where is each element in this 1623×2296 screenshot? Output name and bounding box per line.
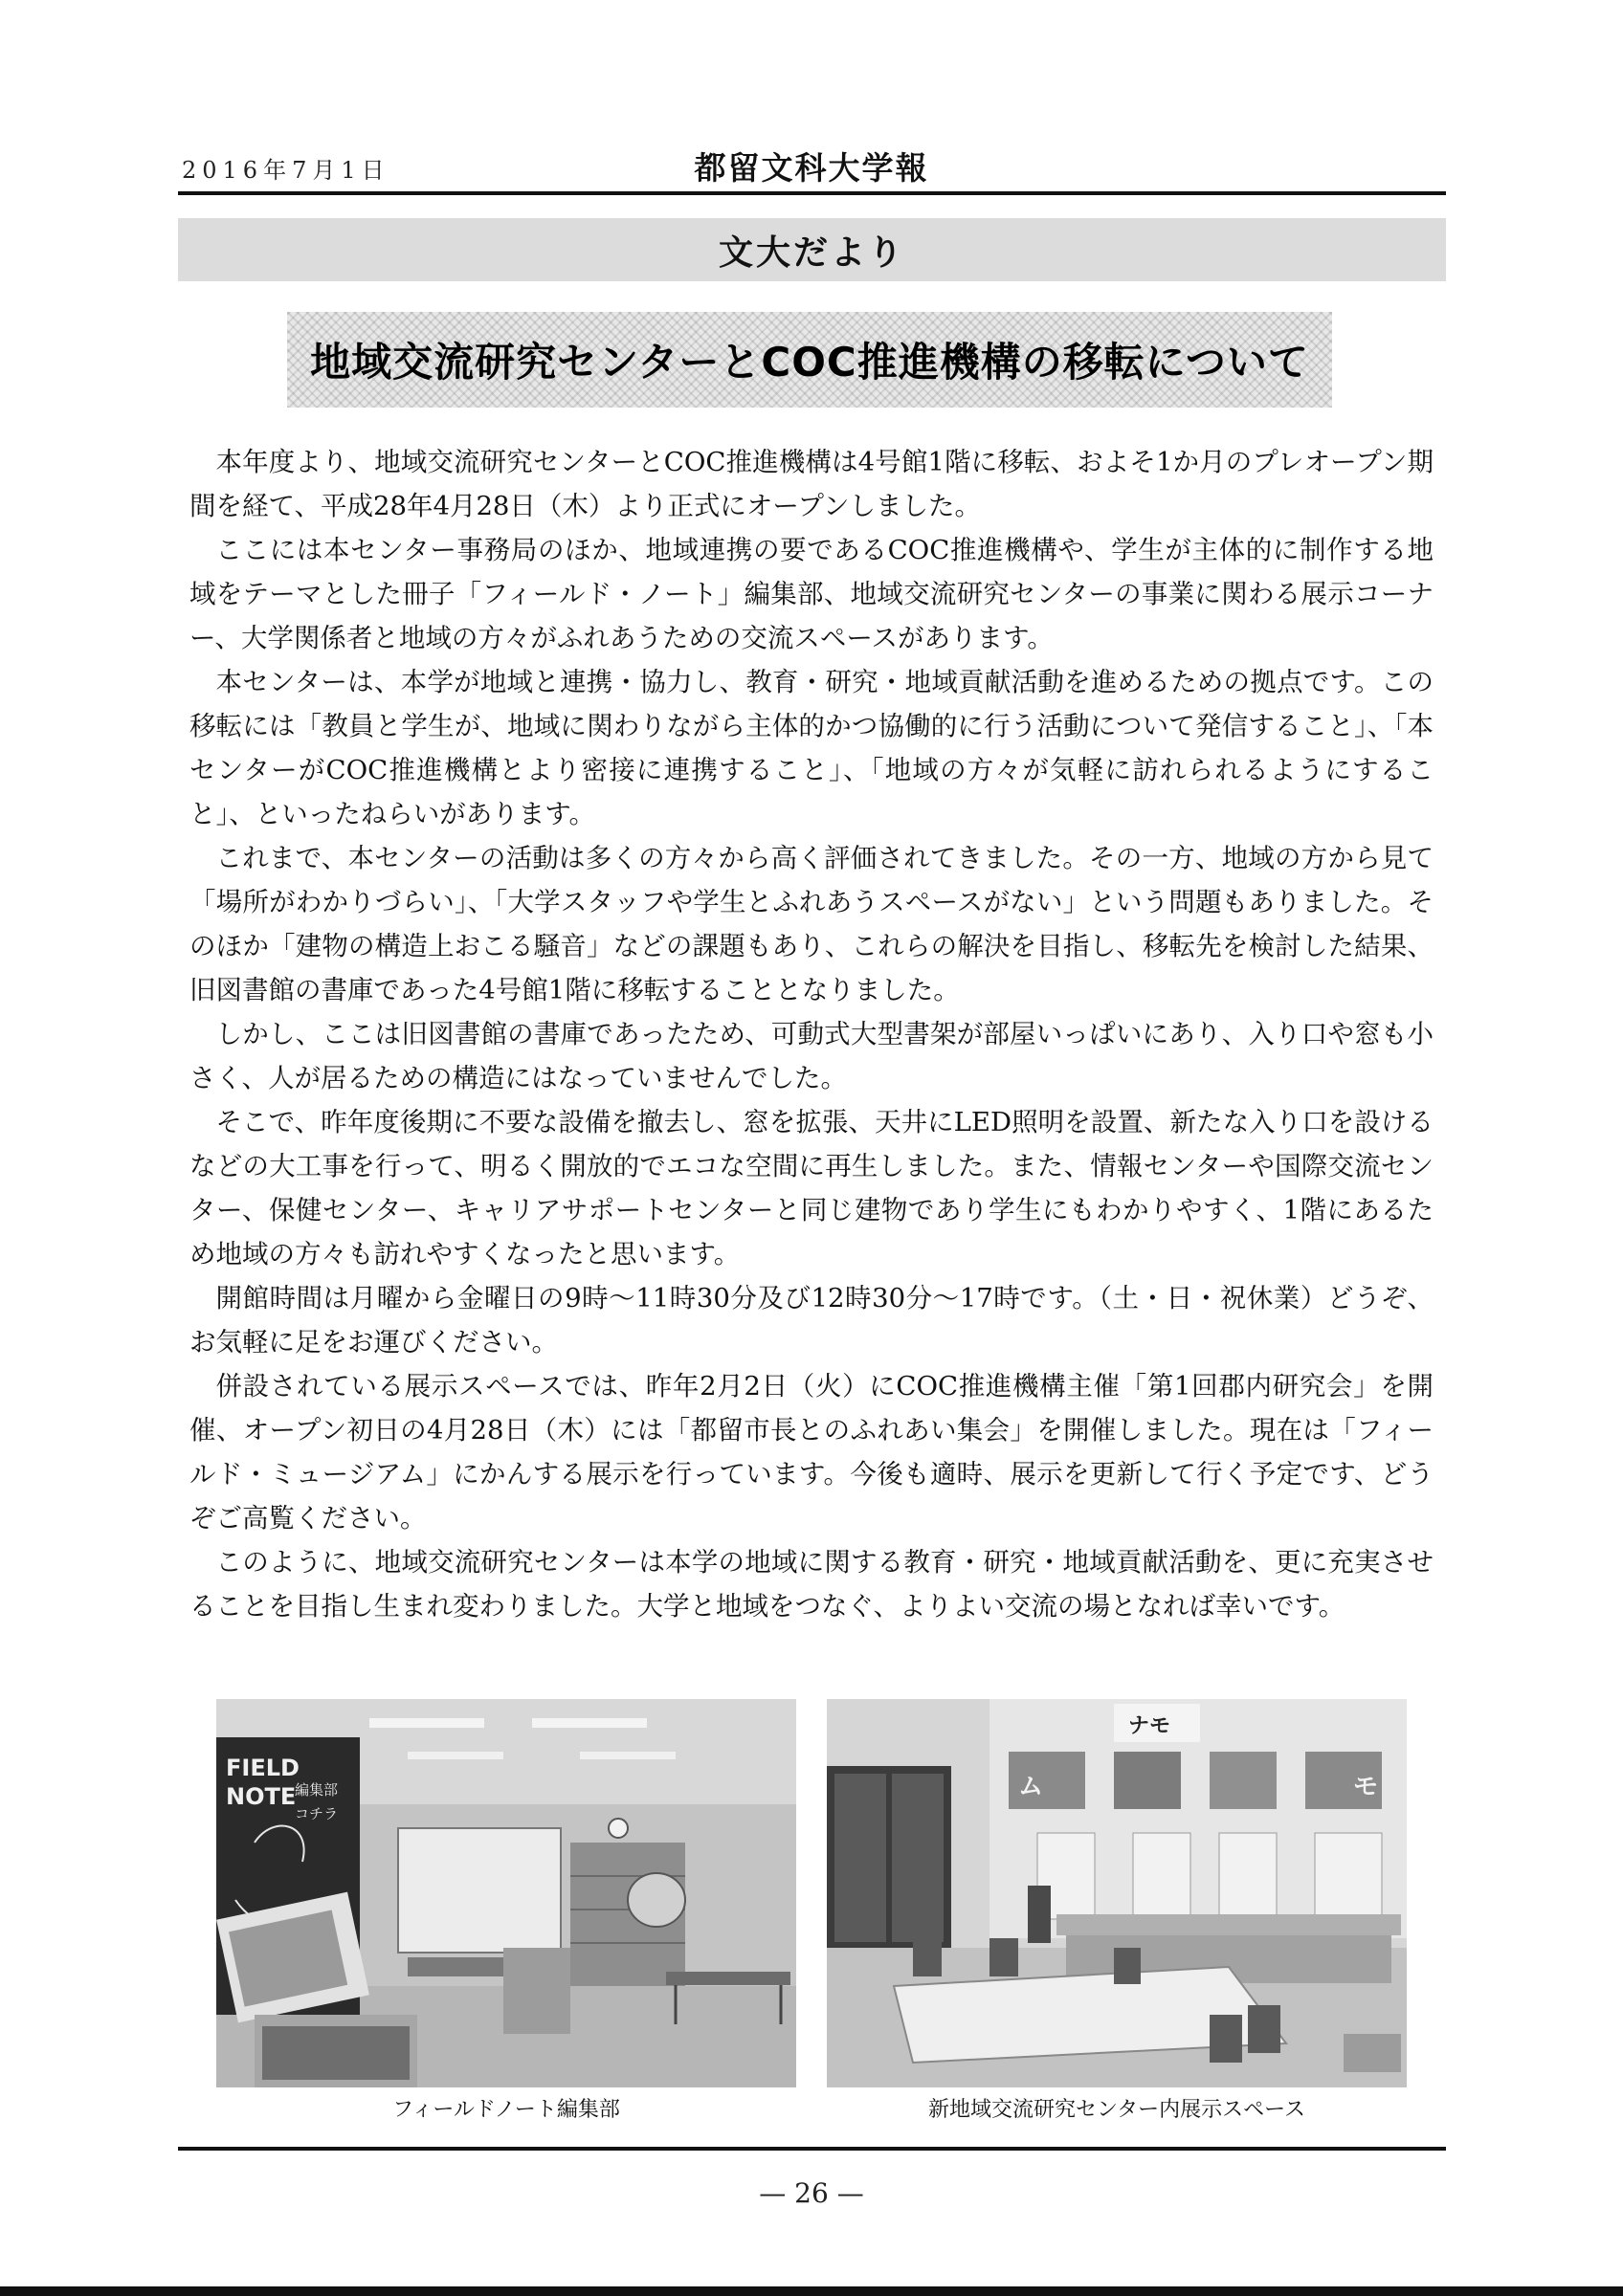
photo-field-note-office [216, 1699, 796, 2087]
editorial-sign-text: 編集部 [295, 1781, 339, 1799]
article-paragraph: ここには本センター事務局のほか、地域連携の要であるCOC推進機構や、学生が主体的に制作する地域をテーマとした冊子「フィールド・ノート」編集部、地域交流研究センターの事業に関わる展示コーナー、大学関係者と地域の方々がふれあうための交流スペースがあります。 [189, 535, 1434, 653]
article-paragraph: 本センターは、本学が地域と連携・協力し、教育・研究・地域貢献活動を進めるための拠点です。この移転には「教員と学生が、地域に関わりながら主体的かつ協働的に行う活動について発信すること」、「本センターがCOC推進機構とより密接に連携すること」、「地域の方々が気軽に訪れられるようにすること」、といったねらいがあります。 [189, 667, 1434, 829]
photo-caption: 新地域交流研究センター内展示スペース [927, 2098, 1306, 2122]
article-paragraph: このように、地域交流研究センターは本学の地域に関する教育・研究・地域貢献活動を、更に充実させることを目指し生まれ変わりました。大学と地域をつなぐ、よりよい交流の場となれば幸いです。 [189, 1547, 1434, 1622]
photo-caption: フィールドノート編集部 [392, 2098, 620, 2122]
field-sign-text: FIELD [226, 1755, 300, 1781]
header-divider [178, 191, 1446, 195]
poster-sign-text-2: モ [1353, 1773, 1379, 1801]
footer-divider [178, 2147, 1446, 2151]
bottom-edge [0, 2286, 1623, 2296]
section-title: 文大だより [718, 232, 905, 273]
banner-sign-text: ナモ [1128, 1714, 1171, 1738]
article-paragraph: これまで、本センターの活動は多くの方々から高く評価されてきました。その一方、地域の方から見て「場所がわかりづらい」、「大学スタッフや学生とふれあうスペースがない」という問題もありました。そのほか「建物の構造上おこる騒音」などの課題もあり、これらの解決を目指し、移転先を検討した結果、旧図書館の書庫であった4号館1階に移転することとなりました。 [189, 843, 1434, 1005]
section-banner [178, 218, 1446, 281]
issue-date: 2016年7月1日 [182, 157, 390, 184]
article-paragraph: 本年度より、地域交流研究センターとCOC推進機構は4号館1階に移転、およそ1か月のプレオープン期間を経て、平成28年4月28日（木）より正式にオープンしました。 [189, 447, 1434, 521]
note-sign-text: NOTE [226, 1783, 297, 1810]
article-paragraph: しかし、ここは旧図書館の書庫であったため、可動式大型書架が部屋いっぱいにあり、入り口や窓も小さく、人が居るための構造にはなっていませんでした。 [189, 1019, 1434, 1093]
publication-title: 都留文科大学報 [694, 149, 929, 187]
this-way-sign-text: コチラ [295, 1805, 339, 1822]
article-paragraph: そこで、昨年度後期に不要な設備を撤去し、窓を拡張、天井にLED照明を設置、新たな入り口を設けるなどの大工事を行って、明るく開放的でエコな空間に再生しました。また、情報センターや国際交流センター、保健センター、キャリアサポートセンターと同じ建物であり学生にもわかりやすく、1階にあるため地域の方々も訪れやすくなったと思います。 [189, 1107, 1434, 1269]
poster-sign-text-1: ム [1018, 1773, 1044, 1801]
article-headline: 地域交流研究センターとCOC推進機構の移転について [310, 339, 1309, 386]
article-body [189, 440, 1434, 1628]
headline-box [287, 312, 1332, 408]
photo-exhibition-space [827, 1699, 1407, 2087]
article-paragraph: 開館時間は月曜から金曜日の9時～11時30分及び12時30分～17時です。（土・日・祝休業）どうぞ、お気軽に足をお運びください。 [189, 1283, 1434, 1358]
article-paragraph: 併設されている展示スペースでは、昨年2月2日（火）にCOC推進機構主催「第1回郡内研究会」を開催、オープン初日の4月28日（木）には「都留市長とのふれあい集会」を開催しました。現在は「フィールド・ミュージアム」にかんする展示を行っています。今後も適時、展示を更新して行く予定です、どうぞご高覧ください。 [189, 1371, 1434, 1534]
page-number: — 26 — [759, 2177, 864, 2209]
